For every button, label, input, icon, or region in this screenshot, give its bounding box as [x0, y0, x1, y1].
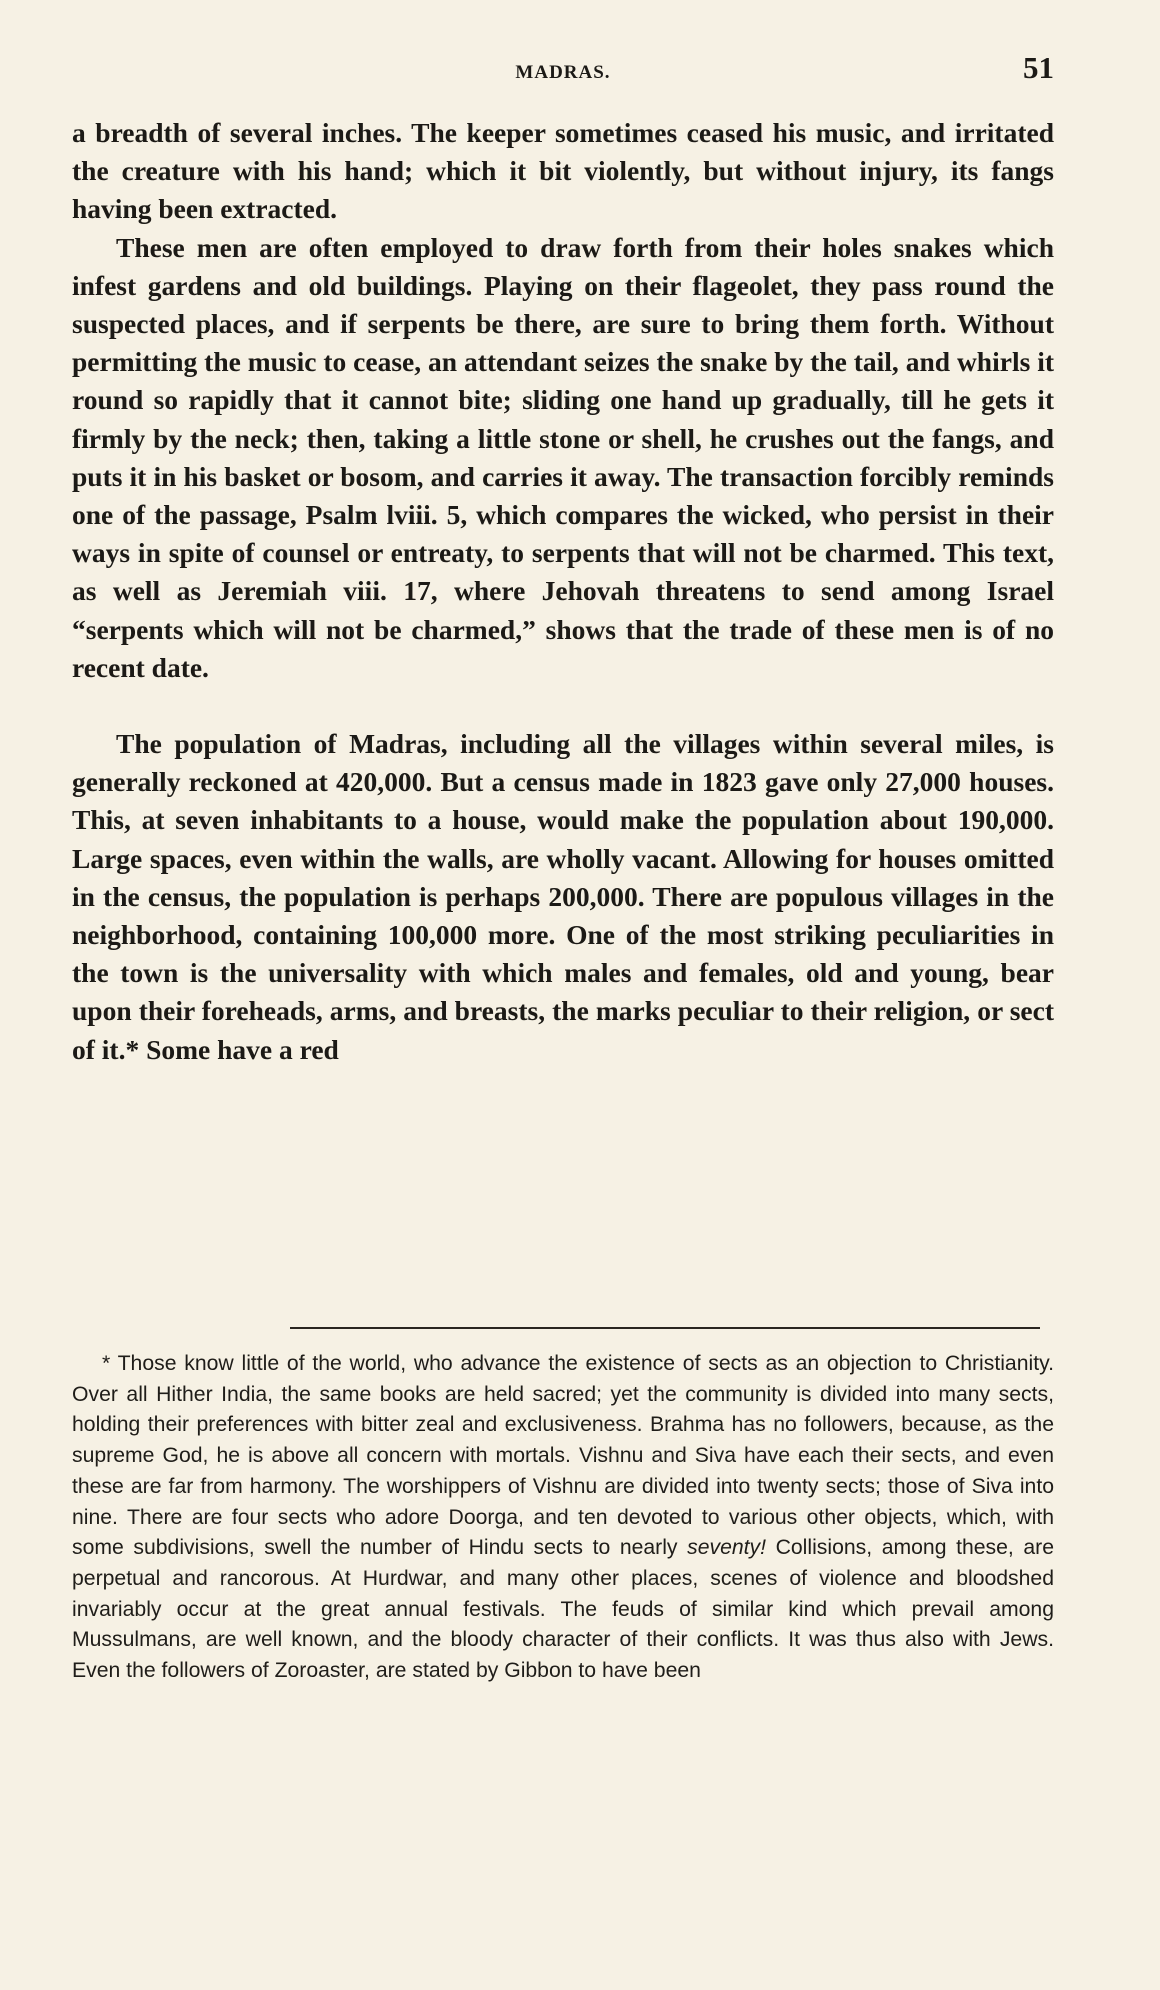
body-text [72, 114, 1054, 1069]
running-title: MADRAS. [515, 62, 611, 83]
footnote-block [72, 1349, 1054, 1687]
footnote-text-part-2: Collisions, among these, are perpetual and rancorous. At Hurdwar, and many other places, scenes of violence and bloodshed invariably occur at the great annual festivals. The feuds of similar kind which prevail among Mussulmans, are well known, and the bloody character of their conflicts. It was thus also with Jews. Even the followers of Zoroaster, are stated by Gibbon to have been [72, 1536, 1054, 1683]
paragraph-continuation: a breadth of several inches. The keeper sometimes ceased his music, and irritated the creature with his hand; which it bit violently, but without injury, its fangs having been extracted. [72, 117, 1054, 225]
paragraph-population: The population of Madras, including all the villages within several miles, is generally reckoned at 420,000. But a census made in 1823 gave only 27,000 houses. This, at seven inhabitants to a house, would make the population about 190,000. Large spaces, even within the walls, are wholly vacant. Allowing for houses omitted in the census, the population is perhaps 200,000. There are populous villages in the neighborhood, containing 100,000 more. One of the most striking peculiarities in the town is the universality with which males and females, old and young, bear upon their foreheads, arms, and breasts, the marks peculiar to their religion, or sect of it.* Some have a red [72, 728, 1054, 1065]
running-head [72, 50, 1054, 90]
footnote [72, 1349, 1054, 1687]
footnote-emphasis: seventy! [687, 1536, 767, 1560]
page-number: 51 [1023, 50, 1054, 85]
footnote-text-part-1: * Those know little of the world, who advance the existence of sects as an objection to Christianity. Over all Hither India, the same books are held sacred; yet the community is divided into many sects, holding their preferences with bitter zeal and exclusiveness. Brahma has no followers, because, as the supreme God, he is above all concern with mortals. Vishnu and Siva have each their sects, and even these are far from harmony. The worshippers of Vishnu are divided into twenty sects; those of Siva into nine. There are four sects who adore Doorga, and ten devoted to various other objects, which, with some subdivisions, swell the number of Hindu sects to nearly [72, 1352, 1054, 1560]
footnote-divider [290, 1327, 1040, 1329]
paragraph-snake-charmers: These men are often employed to draw forth from their holes snakes which infest gardens and old buildings. Playing on their flageolet, they pass round the suspected places, and if serpents be there, are sure to bring them forth. Without permitting the music to cease, an attendant seizes the snake by the tail, and whirls it round so rapidly that it cannot bite; sliding one hand up gradually, till he gets it firmly by the neck; then, taking a little stone or shell, he crushes out the fangs, and puts it in his basket or bosom, and carries it away. The transaction forcibly reminds one of the passage, Psalm lviii. 5, which compares the wicked, who persist in their ways in spite of counsel or entreaty, to serpents that will not be charmed. This text, as well as Jeremiah viii. 17, where Jehovah threatens to send among Israel “serpents which will not be charmed,” shows that the trade of these men is of no recent date. [72, 231, 1054, 683]
